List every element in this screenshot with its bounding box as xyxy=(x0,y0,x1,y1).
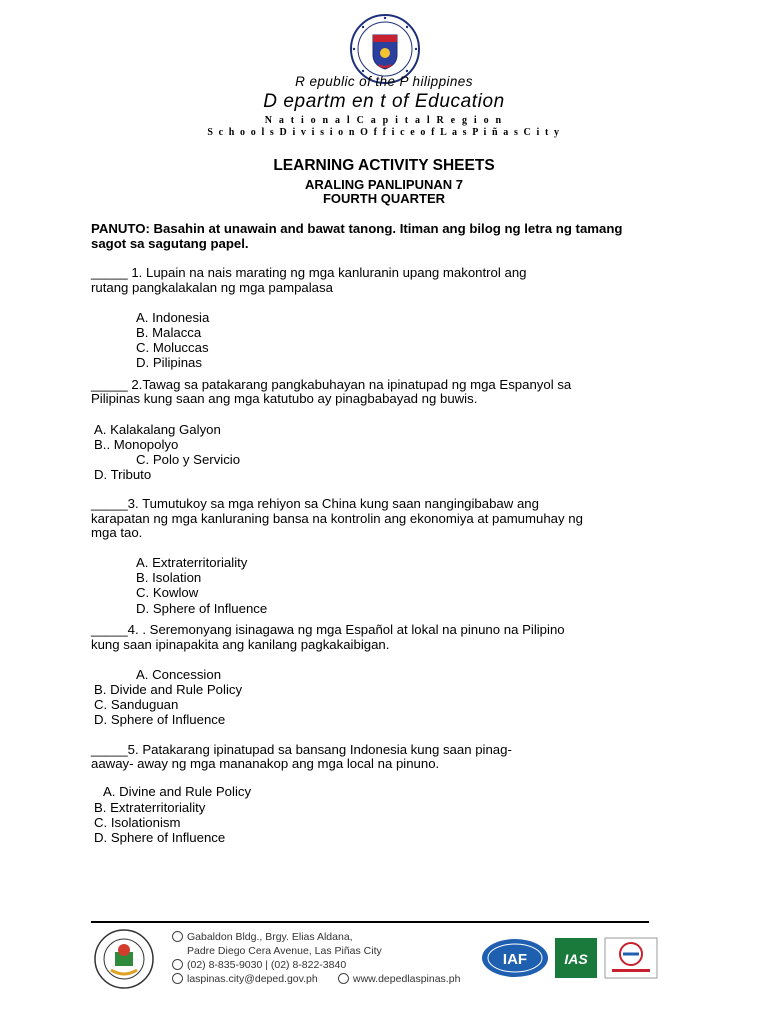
question-2-choice-b: B.. Monopolyo xyxy=(94,437,179,452)
question-3-choice-b: B. Isolation xyxy=(136,570,202,585)
building-icon xyxy=(172,931,183,942)
question-3-line-1: _____3. Tumutukoy sa mga rehiyon sa China kung saan nangingibabaw ang xyxy=(91,496,539,511)
question-1-choice-d: D. Pilipinas xyxy=(136,355,202,370)
question-1-line-1: _____ 1. Lupain na nais marating ng mga kanluranin upang makontrol ang xyxy=(91,265,527,280)
question-5-choice-d: D. Sphere of Influence xyxy=(94,830,226,845)
question-2-line-2: Pilipinas kung saan ang mga katutubo ay pinagbabayad ng buwis. xyxy=(91,391,478,406)
question-4-choice-d: D. Sphere of Influence xyxy=(94,712,226,727)
question-4-line-2: kung saan ipinapakita ang kanilang pagkakaibigan. xyxy=(91,637,390,652)
quarter-title: FOURTH QUARTER xyxy=(322,191,446,206)
ias-logo xyxy=(554,937,598,979)
question-2-choice-c: C. Polo y Servicio xyxy=(136,452,241,467)
email-icon xyxy=(172,973,183,984)
globe-icon xyxy=(338,973,349,984)
subject-title: ARALING PANLIPUNAN 7 xyxy=(305,177,463,192)
footer-email xyxy=(172,973,318,985)
header-republic: R epublic of the P hilippines xyxy=(295,74,473,89)
header-region: N a t i o n a l C a p i t a l R e g i o n xyxy=(264,115,504,126)
question-5-choice-c: C. Isolationism xyxy=(94,815,181,830)
question-1-line-2: rutang pangkalakalan ng mga pampalasa xyxy=(91,280,333,295)
footer-divider xyxy=(91,921,649,923)
phone-text: (02) 8-835-9030 | (02) 8-822-3840 xyxy=(187,959,347,971)
question-1-choice-a: A. Indonesia xyxy=(136,310,210,325)
question-3-choice-c: C. Kowlow xyxy=(136,585,199,600)
phone-icon xyxy=(172,959,183,970)
division-seal-logo xyxy=(93,928,155,990)
question-1-choice-c: C. Moluccas xyxy=(136,340,209,355)
iaf-logo xyxy=(480,937,550,979)
question-3-choice-d: D. Sphere of Influence xyxy=(136,601,268,616)
question-1-choice-b: B. Malacca xyxy=(136,325,202,340)
ias-logo-text: IAS xyxy=(564,951,588,967)
website-text: www.depedlaspinas.ph xyxy=(353,973,461,985)
instructions: PANUTO: Basahin at unawain and bawat tanong. Itiman ang bilog ng letra ng tamang sagot sa sagutang papel. xyxy=(91,221,623,251)
email-text: laspinas.city@deped.gov.ph xyxy=(187,973,318,985)
question-2-choice-a: A. Kalakalang Galyon xyxy=(94,422,221,437)
question-5-line-2: aaway- away ng mga mananakop ang mga local na pinuno. xyxy=(91,756,440,771)
question-4-choice-c: C. Sanduguan xyxy=(94,697,179,712)
footer-phone xyxy=(172,959,346,971)
footer-website xyxy=(338,973,460,985)
question-5-choice-a: A. Divine and Rule Policy xyxy=(103,784,252,799)
question-4-line-1: _____4. . Seremonyang isinagawa ng mga Español at lokal na pinuno na Pilipino xyxy=(91,622,565,637)
question-3-choice-a: A. Extraterritoriality xyxy=(136,555,248,570)
header-division: S c h o o l s D i v i s i o n O f f i c e o f L a s P i ñ a s C i t y xyxy=(207,127,561,138)
question-3-line-2: karapatan ng mga kanluraning bansa na kontrolin ang ekonomiya at pamumuhay ng xyxy=(91,511,583,526)
iaf-logo-text: IAF xyxy=(502,951,528,968)
address-text-1: Gabaldon Bldg., Brgy. Elias Aldana, xyxy=(187,931,353,943)
question-2-line-1: _____ 2.Tawag sa patakarang pangkabuhayan na ipinatupad ng mga Espanyol sa xyxy=(91,377,572,392)
question-3-line-3: mga tao. xyxy=(91,525,143,540)
footer-address-line-2: Padre Diego Cera Avenue, Las Piñas City xyxy=(187,945,382,957)
question-2-choice-d: D. Tributo xyxy=(94,467,152,482)
footer-address-line-1 xyxy=(172,931,353,943)
header-department: D epartm en t of Education xyxy=(263,91,505,112)
question-5-line-1: _____5. Patakarang ipinatupad sa bansang Indonesia kung saan pinag- xyxy=(91,742,512,757)
question-4-choice-b: B. Divide and Rule Policy xyxy=(94,682,243,697)
iso-certification-logo xyxy=(604,937,658,979)
question-4-choice-a: A. Concession xyxy=(136,667,222,682)
sheet-title: LEARNING ACTIVITY SHEETS xyxy=(273,157,495,174)
question-5-choice-b: B. Extraterritoriality xyxy=(94,800,206,815)
